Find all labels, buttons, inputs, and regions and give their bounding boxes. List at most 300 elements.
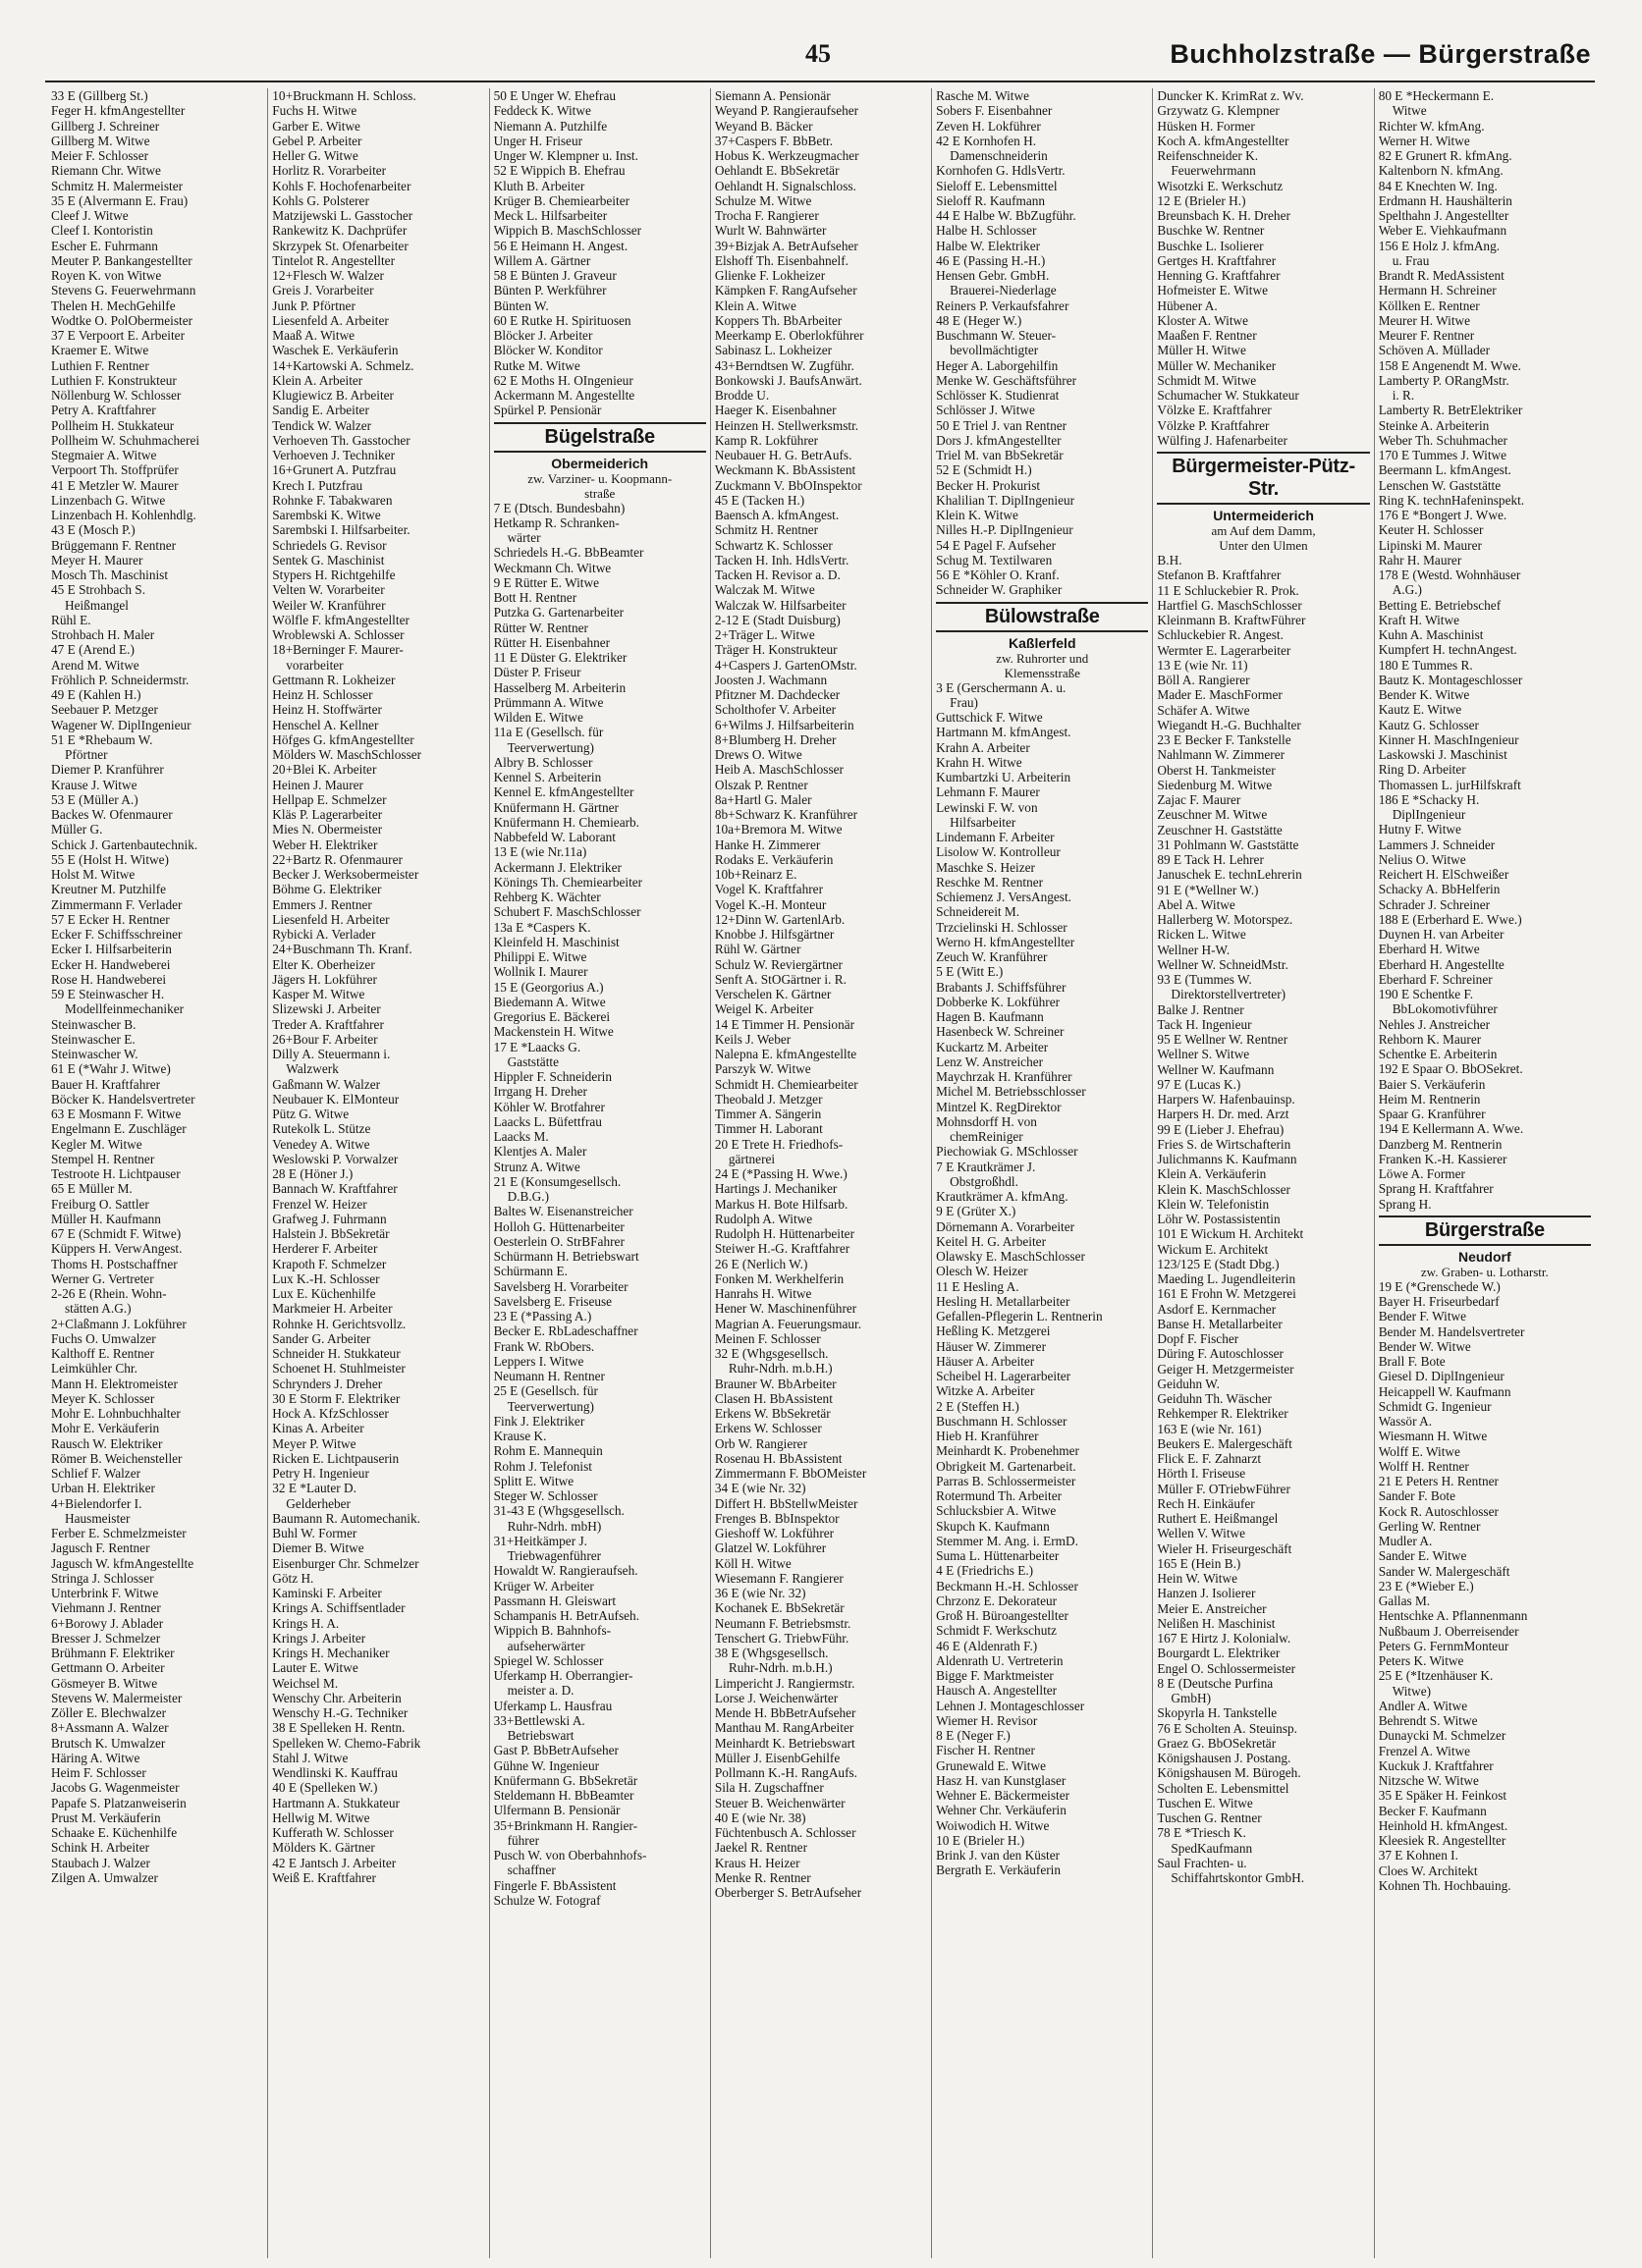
entry-continuation: Hausmeister	[65, 1510, 131, 1526]
directory-entry: Ackermann J. Elektriker	[493, 859, 622, 875]
directory-entry: Kloster A. Witwe	[1157, 312, 1249, 328]
entry-continuation: Ruhr-Ndrh. m.b.H.)	[728, 1660, 833, 1676]
directory-entry: Müller W. Mechaniker	[1157, 357, 1277, 373]
directory-entry: Escher E. Fuhrmann	[51, 238, 158, 253]
directory-entry: Zimmermann F. BbOMeister	[714, 1466, 867, 1481]
directory-entry: Timmer H. Laborant	[714, 1121, 823, 1137]
directory-entry: Kraemer E. Witwe	[51, 343, 149, 358]
directory-entry: Weslowski P. Vorwalzer	[272, 1151, 399, 1166]
directory-entry: Wilden E. Witwe	[493, 710, 583, 725]
directory-entry: Maeding L. Jugendleiterin	[1157, 1271, 1296, 1286]
directory-entry: Stempel H. Rentner	[51, 1151, 155, 1166]
directory-entry: 176 E *Bongert J. Wwe.	[1378, 508, 1507, 522]
directory-entry: Abel A. Witwe	[1157, 896, 1235, 912]
directory-entry: 52 E Wippich B. Ehefrau	[493, 163, 626, 179]
directory-entry: 51 E *Rhebaum W.	[51, 731, 153, 747]
directory-entry: Hener W. Maschinenführer	[714, 1301, 857, 1317]
directory-entry: Mohr E. Verkäuferin	[51, 1421, 160, 1436]
directory-entry: 188 E (Erberhard E. Wwe.)	[1378, 911, 1522, 927]
directory-entry: Buhl W. Former	[272, 1526, 357, 1540]
directory-entry: Trocha F. Rangierer	[714, 208, 819, 223]
directory-entry: Rehberg K. Wächter	[493, 890, 601, 904]
directory-entry: Lauter E. Witwe	[272, 1660, 358, 1676]
directory-entry: Banse H. Metallarbeiter	[1157, 1316, 1283, 1331]
directory-entry: Ricken E. Lichtpauserin	[272, 1450, 400, 1466]
directory-entry: Bender F. Witwe	[1378, 1309, 1467, 1324]
directory-entry: 48 E (Heger W.)	[936, 312, 1022, 328]
directory-entry: Tuschen G. Rentner	[1157, 1810, 1262, 1825]
directory-entry: 89 E Tack H. Lehrer	[1157, 852, 1264, 867]
directory-entry: 34 E (wie Nr. 32)	[714, 1481, 806, 1496]
directory-entry: Julichmanns K. Kaufmann	[1157, 1152, 1297, 1166]
directory-entry: Brodde U.	[714, 388, 770, 403]
directory-entry: Becker E. RbLadeschaffner	[493, 1323, 638, 1339]
directory-entry: Verhoeven J. Techniker	[272, 448, 396, 462]
directory-entry: Mackenstein H. Witwe	[493, 1024, 614, 1040]
street-section-note: straße	[584, 485, 616, 501]
directory-entry: Zöller E. Blechwalzer	[51, 1705, 167, 1720]
directory-entry: Bender W. Witwe	[1378, 1338, 1471, 1354]
directory-entry: Buschmann H. Schlosser	[936, 1413, 1067, 1429]
directory-entry: Krings A. Schiffsentlader	[272, 1600, 406, 1616]
directory-entry: Gaßmann W. Walzer	[272, 1076, 381, 1092]
directory-entry: Schneider W. Graphiker	[936, 582, 1063, 598]
directory-entry: Hartmann M. kfmAngest.	[936, 725, 1071, 740]
directory-entry: Savelsberg H. Vorarbeiter	[493, 1278, 629, 1294]
directory-entry: Treder A. Kraftfahrer	[272, 1016, 384, 1032]
directory-entry: Cleef J. Witwe	[51, 208, 129, 223]
directory-entry: Linzenbach H. Kohlenhdlg.	[51, 508, 196, 522]
directory-entry: Theobald J. Metzger	[714, 1091, 823, 1107]
directory-entry: Schulze W. Fotograf	[493, 1892, 601, 1908]
directory-entry: Römer B. Weichensteller	[51, 1450, 183, 1466]
directory-entry: Krahn H. Witwe	[936, 754, 1022, 770]
directory-entry: Eberhard H. Angestellte	[1378, 956, 1505, 972]
directory-entry: Ecker H. Handweberei	[51, 956, 171, 972]
directory-entry: Halbe H. Schlosser	[936, 223, 1037, 239]
directory-entry: Lenz W. Anstreicher	[936, 1053, 1044, 1069]
directory-entry: Obrigkeit M. Gartenarbeit.	[936, 1458, 1076, 1474]
directory-entry: Gieshoff W. Lokführer	[714, 1526, 835, 1540]
directory-entry: Diemer B. Witwe	[272, 1540, 364, 1556]
directory-entry: Verschelen K. Gärtner	[714, 987, 832, 1001]
directory-entry: 4+Bielendorfer I.	[51, 1495, 142, 1511]
directory-entry: Kennel E. kfmAngestellter	[493, 784, 634, 800]
directory-entry: Rudolph H. Hüttenarbeiter	[714, 1226, 855, 1241]
directory-entry: Könings Th. Chemiearbeiter	[493, 874, 643, 890]
directory-entry: Bautz K. Montageschlosser	[1378, 672, 1523, 687]
directory-entry: Grunewald E. Witwe	[936, 1757, 1046, 1773]
directory-entry: Kleinfeld H. Maschinist	[493, 934, 620, 949]
directory-entry: Hellpap E. Schmelzer	[272, 791, 387, 807]
directory-entry: 7 E (Dtsch. Bundesbahn)	[493, 500, 626, 515]
directory-entry: Dilly A. Steuermann i.	[272, 1047, 391, 1061]
directory-entry: Zajac F. Maurer	[1157, 792, 1241, 807]
directory-entry: Triel M. van BbSekretär	[936, 448, 1064, 462]
directory-entry: Kumbartzki U. Arbeiterin	[936, 770, 1071, 784]
directory-entry: 16+Grunert A. Putzfrau	[272, 462, 397, 478]
directory-entry: Senft A. StOGärtner i. R.	[714, 971, 847, 987]
directory-entry: Rütter H. Eisenbahner	[493, 634, 611, 650]
directory-entry: 97 E (Lucas K.)	[1157, 1076, 1241, 1092]
directory-entry: Sarembski K. Witwe	[272, 508, 381, 522]
directory-entry: Howaldt W. Rangieraufseh.	[493, 1563, 638, 1579]
directory-entry: Werner G. Vertreter	[51, 1270, 154, 1286]
directory-entry: Heicappell W. Kaufmann	[1378, 1383, 1511, 1399]
directory-entry: Dors J. kfmAngestellter	[936, 432, 1062, 448]
directory-entry: Pollmann K.-H. RangAufs.	[714, 1765, 857, 1780]
directory-entry: Ferber E. Schmelzmeister	[51, 1526, 187, 1540]
directory-entry: 59 E Steinwascher H.	[51, 987, 165, 1001]
directory-entry: Weber E. Viehkaufmann	[1378, 223, 1507, 239]
directory-entry: Müller J. EisenbGehilfe	[714, 1750, 841, 1765]
directory-entry: Schmidt H. Chemiearbeiter	[714, 1076, 858, 1092]
column-1	[47, 88, 267, 2258]
directory-entry: Klein A. Witwe	[714, 297, 796, 313]
directory-entry: Stringa J. Schlosser	[51, 1570, 154, 1586]
directory-entry: 31+Heitkämper J.	[493, 1533, 587, 1548]
directory-entry: 186 E *Schacky H.	[1378, 791, 1480, 807]
directory-entry: 99 E (Lieber J. Ehefrau)	[1157, 1121, 1285, 1137]
directory-entry: Backes W. Ofenmaurer	[51, 807, 173, 822]
directory-entry: Rohnke H. Gerichtsvollz.	[272, 1316, 407, 1331]
directory-entry: Schmidt M. Witwe	[1157, 372, 1257, 388]
directory-entry: Nelißen H. Maschinist	[1157, 1615, 1276, 1631]
directory-entry: Lindemann F. Arbeiter	[936, 830, 1055, 844]
directory-entry: Strohbach H. Maler	[51, 627, 155, 642]
directory-entry: Rehkemper R. Elektriker	[1157, 1406, 1288, 1422]
directory-entry: 194 E Kellermann A. Wwe.	[1378, 1121, 1524, 1137]
entry-continuation: Betriebswart	[507, 1728, 575, 1743]
entry-continuation: Witwe	[1392, 103, 1427, 119]
directory-entry: Krüger B. Chemiearbeiter	[493, 192, 630, 208]
directory-entry: Mies N. Obermeister	[272, 822, 383, 837]
directory-entry: Halstein J. BbSekretär	[272, 1226, 390, 1241]
entry-continuation: Ruhr-Ndrh. mbH)	[507, 1518, 602, 1534]
directory-entry: Bannach W. Kraftfahrer	[272, 1181, 398, 1197]
directory-entry: Frenzel W. Heizer	[272, 1196, 367, 1212]
directory-entry: 61 E (*Wahr J. Witwe)	[51, 1061, 171, 1077]
directory-entry: Vogel K. Kraftfahrer	[714, 882, 823, 897]
directory-entry: 49 E (Kahlen H.)	[51, 687, 141, 702]
street-section-note: zw. Graben- u. Lotharstr.	[1420, 1264, 1549, 1279]
directory-entry: Fonken M. Werkhelferin	[714, 1270, 845, 1286]
directory-entry: Fuchs H. Witwe	[272, 103, 357, 119]
directory-entry: 5 E (Witt E.)	[936, 964, 1004, 980]
directory-entry: Becker H. Prokurist	[936, 477, 1041, 493]
street-heading: Bürgermeister-Pütz-Str.	[1157, 452, 1369, 505]
column-3	[489, 88, 710, 2258]
directory-entry: Krüger W. Arbeiter	[493, 1578, 594, 1593]
directory-entry: 3 E (Gerschermann A. u.	[936, 679, 1067, 695]
directory-entry: 156 E Holz J. kfmAng.	[1378, 238, 1501, 253]
directory-entry: Feger H. kfmAngestellter	[51, 103, 186, 119]
directory-entry: Meinhardt K. Betriebswart	[714, 1735, 855, 1751]
directory-entry: Brandt R. MedAssistent	[1378, 268, 1505, 283]
directory-entry: Weber H. Elektriker	[272, 837, 378, 852]
directory-entry: Unger W. Klempner u. Inst.	[493, 148, 638, 163]
directory-entry: Hieb H. Kranführer	[936, 1429, 1039, 1443]
directory-entry: Beckmann H.-H. Schlosser	[936, 1578, 1078, 1593]
directory-entry: Kämpken F. RangAufseher	[714, 283, 857, 298]
directory-entry: Scholthofer V. Arbeiter	[714, 702, 837, 718]
directory-entry: Geiger H. Metzgermeister	[1157, 1361, 1294, 1377]
directory-entry: Freiburg O. Sattler	[51, 1196, 149, 1212]
directory-entry: 60 E Rutke H. Spirituosen	[493, 312, 631, 328]
directory-entry: 38 E (Whgsgesellsch.	[714, 1646, 829, 1660]
directory-entry: 58 E Bünten J. Graveur	[493, 268, 617, 283]
directory-entry: Hasenbeck W. Schreiner	[936, 1024, 1065, 1040]
directory-entry: Kuckartz M. Arbeiter	[936, 1039, 1049, 1054]
directory-entry: Wehner Chr. Verkäuferin	[936, 1803, 1067, 1818]
entry-continuation: Pförtner	[65, 747, 108, 762]
directory-entry: Rodaks E. Verkäuferin	[714, 851, 834, 867]
entry-continuation: Triebwagenführer	[507, 1548, 602, 1563]
directory-entry: 38 E Spelleken H. Rentn.	[272, 1720, 406, 1736]
directory-entry: 35+Brinkmann H. Rangier-	[493, 1817, 638, 1833]
district-name: Obermeiderich	[551, 455, 649, 471]
directory-entry: Frenges B. BbInspektor	[714, 1510, 840, 1526]
directory-entry: Kamp R. Lokführer	[714, 432, 819, 448]
directory-entry: Leppers I. Witwe	[493, 1353, 584, 1369]
directory-entry: Steinwascher B.	[51, 1016, 137, 1032]
entry-continuation: SpedKaufmann	[1171, 1840, 1253, 1856]
directory-entry: Strunz A. Witwe	[493, 1159, 580, 1174]
directory-entry: Rankewitz K. Dachprüfer	[272, 223, 408, 239]
directory-entry: Witzke A. Arbeiter	[936, 1383, 1035, 1399]
directory-entry: 65 E Müller M.	[51, 1181, 133, 1197]
directory-entry: Zeven H. Lokführer	[936, 118, 1041, 134]
directory-entry: Savelsberg E. Friseuse	[493, 1293, 613, 1309]
directory-entry: 17 E *Laacks G.	[493, 1039, 581, 1054]
directory-entry: Parras B. Schlossermeister	[936, 1473, 1076, 1488]
directory-entry: Weiler W. Kranführer	[272, 597, 386, 613]
street-heading: Bülowstraße	[936, 602, 1148, 632]
directory-entry: Kaminski F. Arbeiter	[272, 1586, 382, 1600]
directory-entry: Wülfing J. Hafenarbeiter	[1157, 432, 1287, 448]
directory-entry: Heib A. MaschSchlosser	[714, 762, 844, 778]
directory-entry: Halbe W. Elektriker	[936, 238, 1041, 253]
directory-entry: Schoenet H. Stuhlmeister	[272, 1361, 406, 1377]
directory-entry: Klein A. Verkäuferin	[1157, 1166, 1267, 1182]
directory-entry: 161 E Frohn W. Metzgerei	[1157, 1286, 1296, 1302]
directory-entry: Glienke F. Lokheizer	[714, 268, 826, 283]
directory-entry: Klein A. Arbeiter	[272, 372, 363, 388]
directory-entry: Heim F. Schlosser	[51, 1765, 146, 1780]
directory-entry: Mintzel K. RegDirektor	[936, 1099, 1062, 1114]
directory-entry: Olesch W. Heizer	[936, 1264, 1028, 1279]
directory-entry: Nöllenburg W. Schlosser	[51, 388, 182, 403]
directory-entry: Verpoort Th. Stoffprüfer	[51, 462, 179, 478]
directory-entry: Magrian A. Feuerungsmaur.	[714, 1316, 862, 1331]
directory-entry: Diemer P. Kranführer	[51, 762, 164, 778]
directory-entry: Bott H. Rentner	[493, 590, 577, 605]
directory-entry: Brutsch K. Umwalzer	[51, 1735, 166, 1751]
directory-entry: Ecker I. Hilfsarbeiterin	[51, 942, 172, 957]
directory-entry: Buschke L. Isolierer	[1157, 238, 1264, 253]
directory-entry: Fröhlich P. Schneidermstr.	[51, 672, 190, 687]
directory-entry: Brühmann F. Elektriker	[51, 1646, 175, 1660]
directory-entry: Fingerle F. BbAssistent	[493, 1877, 617, 1893]
directory-entry: Steiwer H.-G. Kraftfahrer	[714, 1241, 850, 1257]
directory-entry: 7 E Krautkrämer J.	[936, 1159, 1036, 1174]
directory-entry: Petry H. Ingenieur	[272, 1466, 369, 1481]
directory-entry: Brink J. van den Küster	[936, 1848, 1061, 1863]
directory-entry: Reschke M. Rentner	[936, 874, 1044, 890]
directory-entry: Frenzel A. Witwe	[1378, 1743, 1471, 1758]
directory-entry: Staubach J. Walzer	[51, 1855, 150, 1870]
directory-entry: Suma L. Hüttenarbeiter	[936, 1548, 1060, 1563]
directory-entry: Putzka G. Gartenarbeiter	[493, 605, 625, 621]
page-number: 45	[805, 39, 831, 68]
directory-entry: Feddeck K. Witwe	[493, 103, 591, 119]
directory-entry: Brall F. Bote	[1378, 1354, 1446, 1369]
directory-entry: 57 E Ecker H. Rentner	[51, 911, 170, 927]
directory-entry: Clasen H. BbAssistent	[714, 1390, 833, 1406]
entry-continuation: Frau)	[950, 694, 978, 710]
directory-entry: Meyer K. Schlosser	[51, 1390, 155, 1406]
directory-entry: 37+Caspers F. BbBetr.	[714, 133, 834, 148]
directory-entry: Schentke E. Arbeiterin	[1378, 1047, 1498, 1061]
directory-entry: Heßling K. Metzgerei	[936, 1323, 1051, 1339]
directory-entry: Steinke A. Arbeiterin	[1378, 417, 1490, 433]
directory-entry: Hasz H. van Kunstglaser	[936, 1772, 1067, 1788]
directory-entry: 30 E Storm F. Elektriker	[272, 1390, 401, 1406]
directory-entry: Kluth B. Arbeiter	[493, 178, 585, 193]
directory-entry: Kegler M. Witwe	[51, 1136, 142, 1152]
directory-entry: Wolff H. Rentner	[1378, 1458, 1469, 1474]
directory-entry: Elshoff Th. Eisenbahnelf.	[714, 252, 848, 268]
directory-entry: 2-12 E (Stadt Duisburg)	[714, 612, 841, 627]
directory-entry: 37 E Kohnen I.	[1378, 1848, 1458, 1863]
directory-entry: Walczak M. Witwe	[714, 582, 815, 598]
directory-entry: Mende H. BbBetrAufseher	[714, 1705, 856, 1720]
directory-entry: Schulze M. Witwe	[714, 192, 812, 208]
directory-entry: Mölders K. Gärtner	[272, 1840, 375, 1856]
directory-entry: Walczak W. Hilfsarbeiter	[714, 597, 847, 613]
directory-entry: Neubauer K. ElMonteur	[272, 1091, 400, 1107]
directory-entry: Steinwascher E.	[51, 1031, 136, 1047]
directory-entry: Skrzypek St. Ofenarbeiter	[272, 238, 409, 253]
directory-entry: Reiners P. Verkaufsfahrer	[936, 297, 1069, 313]
directory-entry: Schäfer A. Witwe	[1157, 702, 1250, 718]
directory-entry: Lehmann F. Maurer	[936, 784, 1040, 800]
directory-entry: Gillberg M. Witwe	[51, 133, 150, 148]
directory-entry: Olawsky E. MaschSchlosser	[936, 1249, 1085, 1264]
directory-entry: Woiwodich H. Witwe	[936, 1817, 1050, 1833]
district-name: Kaßlerfeld	[1009, 634, 1076, 651]
directory-entry: 52 E (Schmidt H.)	[936, 462, 1032, 478]
directory-entry: Schmitz H. Malermeister	[51, 178, 184, 193]
directory-entry: Tack H. Ingenieur	[1157, 1016, 1252, 1032]
directory-entry: 167 E Hirtz J. Kolonialw.	[1157, 1631, 1291, 1646]
entry-continuation: Feuerwehrmann	[1171, 163, 1256, 179]
directory-entry: Bayer H. Friseurbedarf	[1378, 1294, 1500, 1309]
district-name: Neudorf	[1457, 1248, 1511, 1265]
directory-entry: Hippler F. Schneiderin	[493, 1069, 612, 1084]
directory-entry: Häring A. Witwe	[51, 1750, 140, 1765]
entry-continuation: stätten A.G.)	[65, 1301, 132, 1317]
directory-entry: 22+Bartz R. Ofenmaurer	[272, 851, 403, 867]
directory-entry: 78 E *Triesch K.	[1157, 1825, 1246, 1841]
street-section-note: zw. Ruhrorter und	[996, 650, 1089, 666]
directory-entry: Klein W. Telefonistin	[1157, 1196, 1270, 1212]
directory-entry: Liesenfeld A. Arbeiter	[272, 312, 389, 328]
directory-entry: 10b+Reinarz E.	[714, 867, 797, 882]
entry-continuation: D.B.G.)	[507, 1189, 550, 1204]
directory-entry: Meurer H. Witwe	[1378, 312, 1471, 328]
directory-entry: Lipinski M. Maurer	[1378, 537, 1482, 553]
directory-entry: Rohm E. Mannequin	[493, 1443, 603, 1459]
directory-entry: Weckmann K. BbAssistent	[714, 462, 856, 478]
directory-entry: Sentek G. Maschinist	[272, 552, 385, 567]
directory-entry: Nitzsche W. Witwe	[1378, 1773, 1479, 1788]
street-section-note: Klemensstraße	[1004, 665, 1080, 680]
directory-entry: 8b+Schwarz K. Kranführer	[714, 807, 858, 822]
directory-entry: Wiesemann F. Rangierer	[714, 1570, 844, 1586]
directory-entry: Nehles J. Anstreicher	[1378, 1016, 1491, 1032]
directory-entry: Wassör A.	[1378, 1414, 1433, 1429]
entry-continuation: vorarbeiter	[286, 657, 344, 673]
directory-entry: 32 E (Whgsgesellsch.	[714, 1346, 829, 1361]
directory-entry: Engel O. Schlossermeister	[1157, 1660, 1296, 1676]
directory-entry: Keils J. Weber	[714, 1031, 792, 1047]
directory-entry: Wermter E. Lagerarbeiter	[1157, 642, 1291, 658]
directory-entry: Rutekolk L. Stütze	[272, 1121, 371, 1137]
directory-entry: Timmer A. Sängerin	[714, 1107, 822, 1121]
directory-entry: Meck L. Hilfsarbeiter	[493, 208, 608, 223]
directory-entry: Rausch W. Elektriker	[51, 1435, 163, 1451]
running-head: Buchholzstraße — Bürgerstraße	[1170, 39, 1591, 69]
directory-entry: Seebauer P. Metzger	[51, 702, 158, 718]
directory-entry: 2 E (Steffen H.)	[936, 1398, 1019, 1414]
directory-entry: 50 E Triel J. van Rentner	[936, 417, 1067, 433]
directory-entry: 21 E Peters H. Rentner	[1378, 1474, 1499, 1488]
directory-entry: Thelen H. MechGehilfe	[51, 297, 176, 313]
entry-continuation: wärter	[507, 530, 541, 545]
street-heading: Bürgerstraße	[1379, 1215, 1591, 1246]
directory-entry: Manthau M. RangArbeiter	[714, 1720, 854, 1736]
directory-entry: 35 E (Alvermann E. Frau)	[51, 192, 189, 208]
directory-entry: Sprang H.	[1378, 1196, 1432, 1212]
directory-entry: Michel M. Betriebsschlosser	[936, 1084, 1086, 1100]
entry-continuation: u. Frau	[1392, 252, 1430, 268]
directory-entry: Wroblewski A. Schlosser	[272, 627, 405, 642]
directory-entry: Wellner W. SchneidMstr.	[1157, 956, 1288, 972]
directory-entry: Klein K. MaschSchlosser	[1157, 1181, 1290, 1197]
directory-entry: Schneider H. Stukkateur	[272, 1346, 401, 1361]
directory-entry: Markmeier H. Arbeiter	[272, 1301, 393, 1317]
column-2	[267, 88, 488, 2258]
directory-entry: Maschke S. Heizer	[936, 859, 1035, 875]
directory-entry: Hartmann A. Stukkateur	[272, 1795, 400, 1810]
directory-entry: Sieloff E. Lebensmittel	[936, 178, 1058, 193]
directory-entry: Liesenfeld H. Arbeiter	[272, 911, 390, 927]
directory-entry: Prust M. Verkäuferin	[51, 1809, 161, 1825]
directory-entry: Köllken E. Rentner	[1378, 297, 1480, 313]
directory-entry: Uferkamp H. Oberrangier-	[493, 1668, 633, 1683]
entry-continuation: meister a. D.	[507, 1683, 575, 1699]
directory-entry: Kautz E. Witwe	[1378, 702, 1462, 718]
directory-entry: Sander W. Malergeschäft	[1378, 1563, 1510, 1579]
directory-entry: Unger H. Friseur	[493, 133, 583, 148]
directory-entry: Breunsbach K. H. Dreher	[1157, 208, 1290, 223]
directory-entry: 9 E (Grüter X.)	[936, 1204, 1016, 1219]
directory-entry: Betting E. Betriebschef	[1378, 597, 1502, 613]
directory-entry: Gösmeyer B. Witwe	[51, 1675, 158, 1691]
directory-entry: Rosenau H. BbAssistent	[714, 1450, 843, 1466]
directory-entry: Schumacher W. Stukkateur	[1157, 388, 1299, 403]
